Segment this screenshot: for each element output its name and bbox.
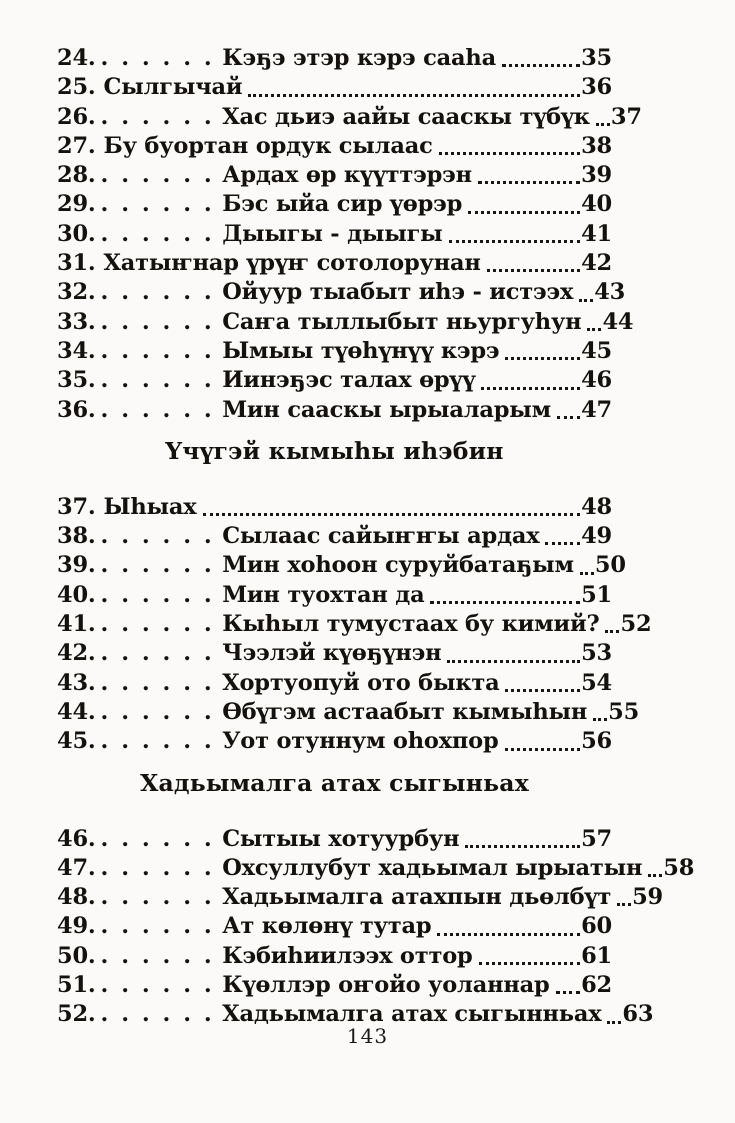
toc-entry-leader-dots: . . . . . . <box>100 279 215 306</box>
toc-entry-number: 32. <box>57 279 96 306</box>
toc-entry-number: 42. <box>57 640 96 667</box>
toc-entry <box>57 854 695 883</box>
toc-entry-page: 61 <box>581 942 612 969</box>
dot-leader-line <box>437 933 580 936</box>
dot-leader-line <box>587 328 601 331</box>
toc-entry-number: 43. <box>57 669 96 696</box>
toc-entry-leader-dots: . . . . . . <box>100 825 215 852</box>
toc-entry <box>57 278 626 307</box>
toc-entry-title: Чээлэй күөҕүнэн <box>222 640 442 667</box>
toc-entry-leader-dots: . . . . . . <box>100 367 215 394</box>
dot-leader-line <box>556 991 581 994</box>
toc-entry-page: 54 <box>581 669 612 696</box>
toc-entry-number: 36. <box>57 396 96 423</box>
toc-entry-number: 29. <box>57 191 96 218</box>
toc-entry-page: 50 <box>594 552 626 579</box>
toc-entry-page: 36 <box>581 74 612 101</box>
toc-entry-page: 44 <box>602 308 634 335</box>
toc-entry <box>57 639 612 668</box>
toc-entry-page: 41 <box>581 220 612 247</box>
toc-entry <box>57 493 612 522</box>
toc-entry <box>57 190 612 219</box>
toc-entry <box>57 581 612 610</box>
toc-entry-leader-dots: . . . . . . <box>100 337 215 364</box>
toc-entry-title: Кыһыл тумустаах бу кимий? <box>222 611 600 638</box>
toc-entry-page: 43 <box>594 279 626 306</box>
toc-entry-number: 38. <box>57 523 96 550</box>
section-heading: Хадьымалга атах сыгыньах <box>140 768 529 797</box>
toc-entry-page: 56 <box>581 728 612 755</box>
toc-entry-leader-dots: . . . . . . <box>100 942 215 969</box>
toc-entry-page: 48 <box>581 493 612 520</box>
dot-leader-line <box>596 123 610 126</box>
toc-entry-leader-dots: . . . . . . <box>100 103 215 130</box>
toc-entry-title: Кэҕэ этэр кэрэ сааһа <box>222 45 496 71</box>
dot-leader-line <box>203 513 581 516</box>
toc-entry-title: Хадьымалга атахпын дьөлбүт <box>222 884 612 911</box>
toc-entry-number: 24. <box>57 45 96 71</box>
toc-entry-leader-dots: . . . . . . <box>100 611 215 638</box>
toc-entry-page: 62 <box>581 972 612 999</box>
toc-entry-title: Күөллэр оҥойо уоланнар <box>222 972 550 999</box>
toc-entry <box>57 522 612 551</box>
toc-entry-page: 51 <box>581 581 612 608</box>
toc-entry-page: 47 <box>581 396 612 423</box>
toc-entry-leader-dots: . . . . . . <box>100 396 215 423</box>
toc-entry <box>57 610 652 639</box>
toc-entry-number: 50. <box>57 942 96 969</box>
dot-leader-line <box>579 299 593 302</box>
dot-leader-line <box>580 572 594 575</box>
toc-entry <box>57 825 612 854</box>
toc-entry-number: 28. <box>57 162 96 189</box>
toc-entry <box>57 942 612 971</box>
toc-entry <box>57 669 612 698</box>
toc-entry-leader-dots: . . . . . . <box>100 581 215 608</box>
toc-entry-leader-dots: . . . . . . <box>100 191 215 218</box>
toc-entry <box>57 161 612 190</box>
toc-entry-title: Бу буортан ордук сылаас <box>103 132 433 159</box>
toc-entry-leader-dots: . . . . . . <box>100 728 215 755</box>
toc-entry-page: 57 <box>581 825 612 852</box>
toc-entry-leader-dots: . . . . . . <box>100 698 215 725</box>
toc-entry-leader-dots: . . . . . . <box>100 45 215 71</box>
toc-entry-title: Мин сааскы ырыаларым <box>222 396 552 423</box>
toc-entry-page: 53 <box>581 640 612 667</box>
dot-leader-line <box>505 689 580 692</box>
toc-entry-title: Сытыы хотуурбун <box>222 825 460 852</box>
toc-entry <box>57 366 612 395</box>
toc-entry-title: Хатыҥнар үрүҥ сотолорунан <box>103 250 481 277</box>
toc-entry-number: 44. <box>57 698 96 725</box>
toc-entry-number: 46. <box>57 825 96 852</box>
toc-entry-number: 35. <box>57 367 96 394</box>
toc-entry <box>57 249 612 278</box>
toc-entry-page: 49 <box>581 523 612 550</box>
toc-entry-title: Кэбиһиилээх оттор <box>222 942 473 969</box>
toc-entry-title: Хадьымалга атах сыгынньах <box>222 1001 602 1028</box>
toc-entry-number: 45. <box>57 728 96 755</box>
toc-entry-leader-dots: . . . . . . <box>100 913 215 940</box>
dot-leader-line <box>449 240 581 243</box>
toc-entry-number: 37. <box>57 493 96 520</box>
toc-entry-title: Сылаас сайыҥҥы ардах <box>222 523 540 550</box>
dot-leader-line <box>465 845 580 848</box>
toc-entry-page: 46 <box>581 367 612 394</box>
dot-leader-line <box>481 387 580 390</box>
toc-entry-leader-dots: . . . . . . <box>100 220 215 247</box>
toc-entry-page: 58 <box>663 854 695 881</box>
dot-leader-line <box>505 748 581 751</box>
dot-leader-line <box>430 601 580 604</box>
toc-entry-page: 60 <box>581 913 612 940</box>
toc-entry-title: Дыыгы - дыыгы <box>222 220 443 247</box>
toc-entry-leader-dots: . . . . . . <box>100 854 215 881</box>
toc-entry-number: 31. <box>57 250 96 277</box>
toc-entry-number: 26. <box>57 103 96 130</box>
toc-entry-page: 38 <box>581 132 612 159</box>
toc-entry-page: 39 <box>581 162 612 189</box>
toc-entry-page: 35 <box>581 45 612 71</box>
toc-entry <box>57 73 612 102</box>
dot-leader-line <box>447 660 580 663</box>
toc-entry-title: Сылгычай <box>103 74 243 101</box>
toc-entry-page: 52 <box>620 611 652 638</box>
toc-entry <box>57 103 642 132</box>
dot-leader-line <box>248 94 580 97</box>
toc-entry-leader-dots: . . . . . . <box>100 308 215 335</box>
toc-entry-title: Иинэҕэс талах өрүү <box>222 367 476 394</box>
toc-entry <box>57 220 612 249</box>
toc-entry-title: Өбүгэм астаабыт кымыһын <box>222 698 588 725</box>
toc-entry-number: 25. <box>57 74 96 101</box>
toc-entry-title: Хортуопуй ото быкта <box>222 669 500 696</box>
toc-entry-title: Охсуллубут хадьымал ырыатын <box>222 854 643 881</box>
toc-entry <box>57 971 612 1000</box>
toc-entry-number: 27. <box>57 132 96 159</box>
dot-leader-line <box>487 269 580 272</box>
dot-leader-line <box>557 416 580 419</box>
toc-entry-leader-dots: . . . . . . <box>100 1001 215 1028</box>
toc-entry-number: 30. <box>57 220 96 247</box>
toc-entry-title: Хас дьиэ аайы сааскы түбүк <box>222 103 590 130</box>
toc-entry <box>57 396 612 425</box>
toc-entry-number: 52. <box>57 1001 96 1028</box>
toc-entry <box>57 698 640 727</box>
toc-entry-page: 42 <box>581 250 612 277</box>
dot-leader-line <box>545 542 580 545</box>
toc-entry-page: 59 <box>632 884 663 911</box>
toc-entry-leader-dots: . . . . . . <box>100 523 215 550</box>
toc-entry <box>57 308 634 337</box>
toc-entry-title: Уот отуннум оһохпор <box>222 728 499 755</box>
toc-entry-page: 45 <box>581 337 612 364</box>
toc-entry <box>57 727 612 756</box>
dot-leader-line <box>502 64 580 67</box>
toc-entry-title: Ыһыах <box>103 493 197 520</box>
toc-entry-page: 40 <box>581 191 612 218</box>
toc-entry-title: Мин туохтан да <box>222 581 425 608</box>
toc-entry-title: Ойуур тыабыт иһэ - истээх <box>222 279 574 306</box>
toc-entry <box>57 883 663 912</box>
toc-entry-leader-dots: . . . . . . <box>100 884 215 911</box>
toc-entry-number: 49. <box>57 913 96 940</box>
toc-entry-title: Ат көлөнү тутар <box>222 913 432 940</box>
table-of-contents <box>57 44 695 1030</box>
toc-entry-leader-dots: . . . . . . <box>100 552 215 579</box>
dot-leader-line <box>439 152 580 155</box>
dot-leader-line <box>468 211 580 214</box>
dot-leader-line <box>617 903 631 906</box>
toc-entry <box>57 912 612 941</box>
toc-entry-number: 48. <box>57 884 96 911</box>
toc-entry-number: 47. <box>57 854 96 881</box>
toc-entry <box>57 551 626 580</box>
toc-entry-page: 37 <box>610 103 642 130</box>
toc-entry-title: Ымыы түөһүнүү кэрэ <box>222 337 500 364</box>
dot-leader-line <box>593 718 607 721</box>
dot-leader-line <box>605 630 619 633</box>
toc-entry-title: Бэс ыйа сир үөрэр <box>222 191 463 218</box>
toc-entry-leader-dots: . . . . . . <box>100 972 215 999</box>
page-number: 143 <box>346 1024 389 1048</box>
toc-entry-leader-dots: . . . . . . <box>100 162 215 189</box>
toc-entry-page: 55 <box>608 698 640 725</box>
toc-entry <box>57 132 612 161</box>
toc-entry-page: 63 <box>622 1001 654 1028</box>
dot-leader-line <box>479 962 581 965</box>
toc-entry-number: 40. <box>57 581 96 608</box>
toc-entry-number: 41. <box>57 611 96 638</box>
toc-entry <box>57 337 612 366</box>
toc-entry-number: 51. <box>57 972 96 999</box>
dot-leader-line <box>478 181 580 184</box>
toc-entry-title: Мин хоһоон суруйбатаҕым <box>222 552 574 579</box>
toc-entry-title: Саҥа тыллыбыт ньургуһун <box>222 308 582 335</box>
toc-entry <box>57 44 612 73</box>
dot-leader-line <box>648 874 662 877</box>
toc-entry-leader-dots: . . . . . . <box>100 669 215 696</box>
toc-entry-number: 33. <box>57 308 96 335</box>
toc-entry-number: 39. <box>57 552 96 579</box>
toc-entry-number: 34. <box>57 337 96 364</box>
toc-entry-title: Ардах өр күүттэрэн <box>222 162 472 189</box>
section-heading: Үчүгэй кымыһы иһэбин <box>165 436 504 465</box>
dot-leader-line <box>505 357 580 360</box>
toc-entry-leader-dots: . . . . . . <box>100 640 215 667</box>
